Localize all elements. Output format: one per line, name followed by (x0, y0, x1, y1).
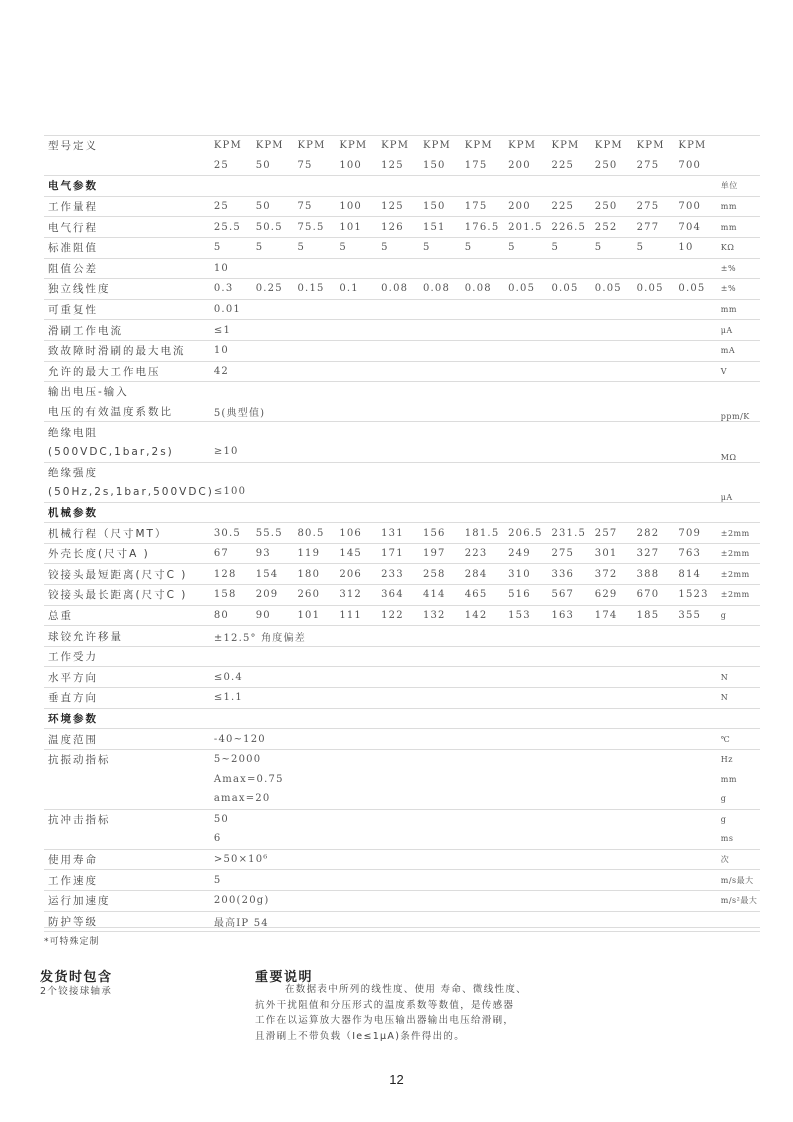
row-value: 209 (256, 585, 298, 606)
row-value: 567 (551, 585, 594, 606)
row-value: 145 (339, 543, 381, 564)
row-value: 142 (465, 605, 508, 626)
notes-title: 重要说明 (255, 970, 314, 985)
row-value: 0.05 (508, 279, 551, 300)
unit-cell (721, 462, 760, 482)
row-value: 30.5 (214, 523, 256, 544)
row-value: ≥10 (214, 442, 721, 462)
table-row (44, 422, 760, 442)
row-value: 128 (214, 564, 256, 585)
blank-cell (214, 462, 721, 482)
row-value: 0.08 (381, 279, 423, 300)
row-unit: ±2mm (721, 523, 760, 544)
table-row (44, 749, 760, 769)
table-row (44, 543, 760, 564)
section-title: 机械参数 (44, 502, 214, 523)
row-label: 绝缘强度 (48, 466, 98, 479)
row-label: 温度范围 (44, 729, 214, 750)
row-value: 106 (339, 523, 381, 544)
table-row (44, 911, 760, 932)
row-value: 5 (423, 237, 465, 258)
row-value: 282 (637, 523, 679, 544)
row-value: 258 (423, 564, 465, 585)
row-label: 独立线性度 (44, 279, 214, 300)
table-row (44, 890, 760, 911)
row-value: 5~2000 (213, 754, 262, 766)
row-value: 80.5 (298, 523, 340, 544)
model-number: 150 (423, 156, 465, 176)
row-unit: 次 (721, 849, 760, 870)
table-row (44, 789, 760, 809)
model-prefix: KPM (595, 136, 637, 156)
table-row (44, 299, 760, 320)
unit-cell (721, 156, 760, 176)
model-number: 225 (551, 156, 594, 176)
row-value: 206.5 (508, 523, 551, 544)
section-header-mechanical (44, 502, 760, 523)
row-label: 运行加速度 (44, 890, 214, 911)
row-value: 25.5 (214, 217, 256, 238)
model-prefix: KPM (508, 136, 551, 156)
row-value: -40~120 (214, 729, 721, 750)
row-value: 372 (595, 564, 637, 585)
model-prefix: KPM (551, 136, 594, 156)
model-number: 175 (465, 156, 508, 176)
section-header-environment (44, 708, 760, 729)
row-value: 0.05 (551, 279, 594, 300)
row-value: 275 (551, 543, 594, 564)
row-value: 223 (465, 543, 508, 564)
row-value: 284 (465, 564, 508, 585)
row-value: 5 (339, 237, 381, 258)
unit-header: 单位 (721, 176, 760, 197)
row-label: 致故障时滑刷的最大电流 (44, 340, 214, 361)
row-value: 763 (678, 543, 720, 564)
row-value: 80 (214, 605, 256, 626)
row-unit: mm (720, 774, 737, 784)
row-label: 总重 (44, 605, 214, 626)
table-row (44, 809, 760, 829)
row-label: (500VDC,1bar,2s) (44, 442, 214, 462)
row-unit: mm (721, 196, 760, 217)
row-value: ≤100 (214, 482, 721, 502)
row-label: 铰接头最长距离(尺寸C ) (44, 585, 214, 606)
row-unit: ±2mm (721, 564, 760, 585)
row-value: 174 (595, 605, 637, 626)
row-value: 50.5 (256, 217, 298, 238)
row-value: 0.3 (214, 279, 256, 300)
row-value: 5 (298, 237, 340, 258)
row-unit: ±% (721, 258, 760, 279)
row-value: 6 (214, 829, 721, 849)
table-row (44, 237, 760, 258)
row-value: 5 (595, 237, 637, 258)
table-row (44, 279, 760, 300)
row-value: 151 (423, 217, 465, 238)
blank-cell (214, 708, 721, 729)
model-prefix: KPM (381, 136, 423, 156)
row-label: 输出电压-输入 (48, 386, 129, 399)
row-value: 50 (213, 813, 229, 825)
row-unit: ppm/K (721, 402, 760, 422)
row-label: 球铰允许移量 (44, 626, 214, 647)
model-number: 25 (214, 156, 256, 176)
shipping-title: 发货时包含 (40, 970, 113, 985)
spec-table (44, 135, 760, 932)
row-value: 100 (339, 196, 381, 217)
row-value: 55.5 (256, 523, 298, 544)
notes-line: 在数据表中所列的线性度、使用 寿命、微线性度、 (285, 984, 527, 995)
row-value: 最高IP 54 (214, 911, 721, 932)
model-number: 50 (256, 156, 298, 176)
blank-cell (214, 422, 721, 442)
row-value: 5 (508, 237, 551, 258)
row-value: 0.25 (256, 279, 298, 300)
header-label: 型号定义 (44, 136, 214, 156)
row-value: 704 (678, 217, 720, 238)
section-title: 电气参数 (44, 176, 214, 197)
row-value: amax=20 (214, 789, 721, 809)
notes-line: 工作在以运算放大器作为电压输出器输出电压给滑刷， (255, 1015, 515, 1026)
row-unit: N (721, 688, 760, 709)
blank-cell (214, 176, 721, 197)
row-label: 允许的最大工作电压 (44, 361, 214, 382)
row-label: 机械行程（尺寸MT） (44, 523, 214, 544)
row-value: 700 (678, 196, 720, 217)
row-value: 257 (595, 523, 637, 544)
header-row-models (44, 156, 760, 176)
table-row (44, 361, 760, 382)
unit-cell (721, 422, 760, 442)
model-number: 100 (339, 156, 381, 176)
header-label-blank (44, 156, 214, 176)
row-value: 101 (298, 605, 340, 626)
row-label: 电气行程 (44, 217, 214, 238)
row-unit: g (721, 605, 760, 626)
table-row (44, 849, 760, 870)
model-prefix: KPM (214, 136, 256, 156)
row-value: 197 (423, 543, 465, 564)
blank-cell (214, 382, 721, 402)
row-unit: mm (721, 217, 760, 238)
row-value: 0.01 (214, 299, 721, 320)
row-value: 249 (508, 543, 551, 564)
row-unit: ms (721, 829, 760, 849)
model-number: 700 (678, 156, 720, 176)
row-unit: Hz (720, 755, 733, 765)
table-row (44, 626, 760, 647)
row-value: 111 (339, 605, 381, 626)
model-prefix: KPM (637, 136, 679, 156)
row-unit: g (721, 789, 760, 809)
row-value: 175 (465, 196, 508, 217)
row-unit: ±% (721, 279, 760, 300)
model-number: 200 (508, 156, 551, 176)
notes-body (255, 982, 555, 1044)
row-label: 电压的有效温度系数比 (44, 402, 214, 422)
row-label: 阻值公差 (44, 258, 214, 279)
row-unit: MΩ (721, 442, 760, 462)
blank-cell (214, 502, 721, 523)
table-row (44, 462, 760, 482)
row-value: 150 (423, 196, 465, 217)
row-value: 153 (508, 605, 551, 626)
row-unit: ℃ (721, 729, 760, 750)
row-value: 5 (214, 870, 721, 891)
row-unit: KΩ (721, 237, 760, 258)
row-value: 206 (339, 564, 381, 585)
row-value: 336 (551, 564, 594, 585)
row-unit: ±2mm (721, 585, 760, 606)
row-value: 327 (637, 543, 679, 564)
table-row (44, 382, 760, 402)
row-value: 154 (256, 564, 298, 585)
unit-header (721, 502, 760, 523)
table-row (44, 442, 760, 462)
table-row (44, 688, 760, 709)
row-value: 5 (214, 237, 256, 258)
row-value: 275 (637, 196, 679, 217)
row-value: 93 (256, 543, 298, 564)
row-value: 709 (678, 523, 720, 544)
row-value: 5(典型值) (214, 402, 721, 422)
row-label: 铰接头最短距离(尺寸C ) (44, 564, 214, 585)
row-label: 水平方向 (44, 667, 214, 688)
row-value: 0.05 (678, 279, 720, 300)
model-prefix: KPM (423, 136, 465, 156)
row-value: ≤0.4 (214, 667, 721, 688)
model-prefix: KPM (256, 136, 298, 156)
section-header-electrical (44, 176, 760, 197)
row-value: 5 (256, 237, 298, 258)
divider (44, 927, 760, 928)
row-label (44, 769, 214, 789)
row-value: 25 (214, 196, 256, 217)
table-row (44, 564, 760, 585)
table-row (44, 482, 760, 502)
table-row (44, 769, 760, 789)
row-value: 163 (551, 605, 594, 626)
row-label: 工作速度 (44, 870, 214, 891)
row-value: 388 (637, 564, 679, 585)
row-value: 5 (381, 237, 423, 258)
row-value: 277 (637, 217, 679, 238)
row-value: 5 (551, 237, 594, 258)
table-row (44, 340, 760, 361)
row-value: ≤1.1 (214, 688, 721, 709)
row-value: 185 (637, 605, 679, 626)
row-value: 176.5 (465, 217, 508, 238)
row-value: 414 (423, 585, 465, 606)
row-value: 122 (381, 605, 423, 626)
header-row-prefix (44, 136, 760, 156)
row-value: 226.5 (551, 217, 594, 238)
table-row (44, 667, 760, 688)
model-prefix: KPM (465, 136, 508, 156)
row-value: 252 (595, 217, 637, 238)
row-value: 181.5 (465, 523, 508, 544)
table-row (44, 320, 760, 341)
row-unit (721, 646, 760, 667)
model-number: 125 (381, 156, 423, 176)
row-value: 310 (508, 564, 551, 585)
table-row (44, 585, 760, 606)
row-value: 231.5 (551, 523, 594, 544)
row-value: 312 (339, 585, 381, 606)
row-unit: g (720, 814, 727, 824)
row-label: 可重复性 (44, 299, 214, 320)
row-label: (50Hz,2s,1bar,500VDC) (44, 482, 214, 502)
table-row (44, 217, 760, 238)
row-value: 301 (595, 543, 637, 564)
row-value: ±12.5° 角度偏差 (214, 626, 721, 647)
row-value: 156 (423, 523, 465, 544)
row-value: 0.08 (423, 279, 465, 300)
row-value: 5 (465, 237, 508, 258)
notes-line: 且滑刷上不带负载（Ie≤1μA)条件得出的。 (255, 1030, 466, 1042)
row-value: 465 (465, 585, 508, 606)
model-number: 275 (637, 156, 679, 176)
row-value: 5 (637, 237, 679, 258)
row-value: 250 (595, 196, 637, 217)
row-value: 0.05 (637, 279, 679, 300)
unit-header (721, 708, 760, 729)
row-value: 10 (214, 258, 721, 279)
row-value: 125 (381, 196, 423, 217)
row-value: 75 (298, 196, 340, 217)
row-unit: mm (721, 299, 760, 320)
row-value: 260 (298, 585, 340, 606)
row-value: 201.5 (508, 217, 551, 238)
row-value: 0.08 (465, 279, 508, 300)
row-label: 滑刷工作电流 (44, 320, 214, 341)
row-value (214, 646, 721, 667)
row-value: 67 (214, 543, 256, 564)
row-value: 0.1 (339, 279, 381, 300)
row-unit: N (721, 667, 760, 688)
row-label: 外壳长度(尺寸A ) (44, 543, 214, 564)
row-value: 10 (678, 237, 720, 258)
table-row (44, 870, 760, 891)
row-value: 670 (637, 585, 679, 606)
row-value: 90 (256, 605, 298, 626)
row-value: >50×10⁶ (214, 849, 721, 870)
row-label: 工作量程 (44, 196, 214, 217)
row-value: 101 (339, 217, 381, 238)
model-prefix: KPM (678, 136, 720, 156)
row-value: 171 (381, 543, 423, 564)
row-value: 0.15 (298, 279, 340, 300)
row-value: 50 (256, 196, 298, 217)
row-value: 180 (298, 564, 340, 585)
row-value: 75.5 (298, 217, 340, 238)
model-number: 250 (595, 156, 637, 176)
row-value: 225 (551, 196, 594, 217)
row-value: 119 (298, 543, 340, 564)
row-label: 垂直方向 (44, 688, 214, 709)
table-row (44, 646, 760, 667)
unit-cell (721, 136, 760, 156)
row-unit: ±2mm (721, 543, 760, 564)
row-label: 绝缘电阻 (48, 426, 98, 439)
row-value: 126 (381, 217, 423, 238)
model-number: 75 (298, 156, 340, 176)
table-row (44, 258, 760, 279)
row-value: ≤1 (214, 320, 721, 341)
row-value: 629 (595, 585, 637, 606)
row-label: 抗冲击指标 (48, 813, 111, 826)
row-unit: μA (721, 320, 760, 341)
table-row (44, 523, 760, 544)
row-value: 1523 (678, 585, 720, 606)
table-row (44, 196, 760, 217)
row-unit (721, 911, 760, 932)
table-row (44, 729, 760, 750)
row-value: 132 (423, 605, 465, 626)
section-title: 环境参数 (44, 708, 214, 729)
model-prefix: KPM (298, 136, 340, 156)
row-value: 131 (381, 523, 423, 544)
footnote: *可特殊定制 (44, 937, 100, 947)
table-row (44, 402, 760, 422)
table-row (44, 605, 760, 626)
row-value: 42 (214, 361, 721, 382)
row-value: 200(20g) (214, 890, 721, 911)
table-row (44, 829, 760, 849)
row-value: 158 (214, 585, 256, 606)
row-label: 使用寿命 (44, 849, 214, 870)
page-number: 12 (389, 1072, 404, 1087)
unit-cell (721, 382, 760, 402)
row-label: 工作受力 (44, 646, 214, 667)
row-value: 355 (678, 605, 720, 626)
row-value: 0.05 (595, 279, 637, 300)
row-value: 814 (678, 564, 720, 585)
row-unit: m/s²最大 (721, 890, 760, 911)
row-label (44, 789, 214, 809)
row-value: 200 (508, 196, 551, 217)
row-label (44, 829, 214, 849)
row-unit: μA (721, 482, 760, 502)
row-label: 抗振动指标 (48, 754, 111, 767)
row-label: 防护等级 (44, 911, 214, 932)
row-value: 364 (381, 585, 423, 606)
row-unit: mA (721, 340, 760, 361)
row-unit: m/s最大 (721, 870, 760, 891)
row-value: 233 (381, 564, 423, 585)
notes-line: 抗外干扰阻值和分压形式的温度系数等数值，是传感器 (255, 999, 515, 1011)
row-unit (721, 626, 760, 647)
row-value: 10 (214, 340, 721, 361)
row-value: 516 (508, 585, 551, 606)
row-unit: V (721, 361, 760, 382)
shipping-text: 2个铰接球轴承 (40, 986, 113, 997)
row-label: 标准阻值 (44, 237, 214, 258)
row-value: Amax=0.75 (213, 773, 284, 785)
model-prefix: KPM (339, 136, 381, 156)
